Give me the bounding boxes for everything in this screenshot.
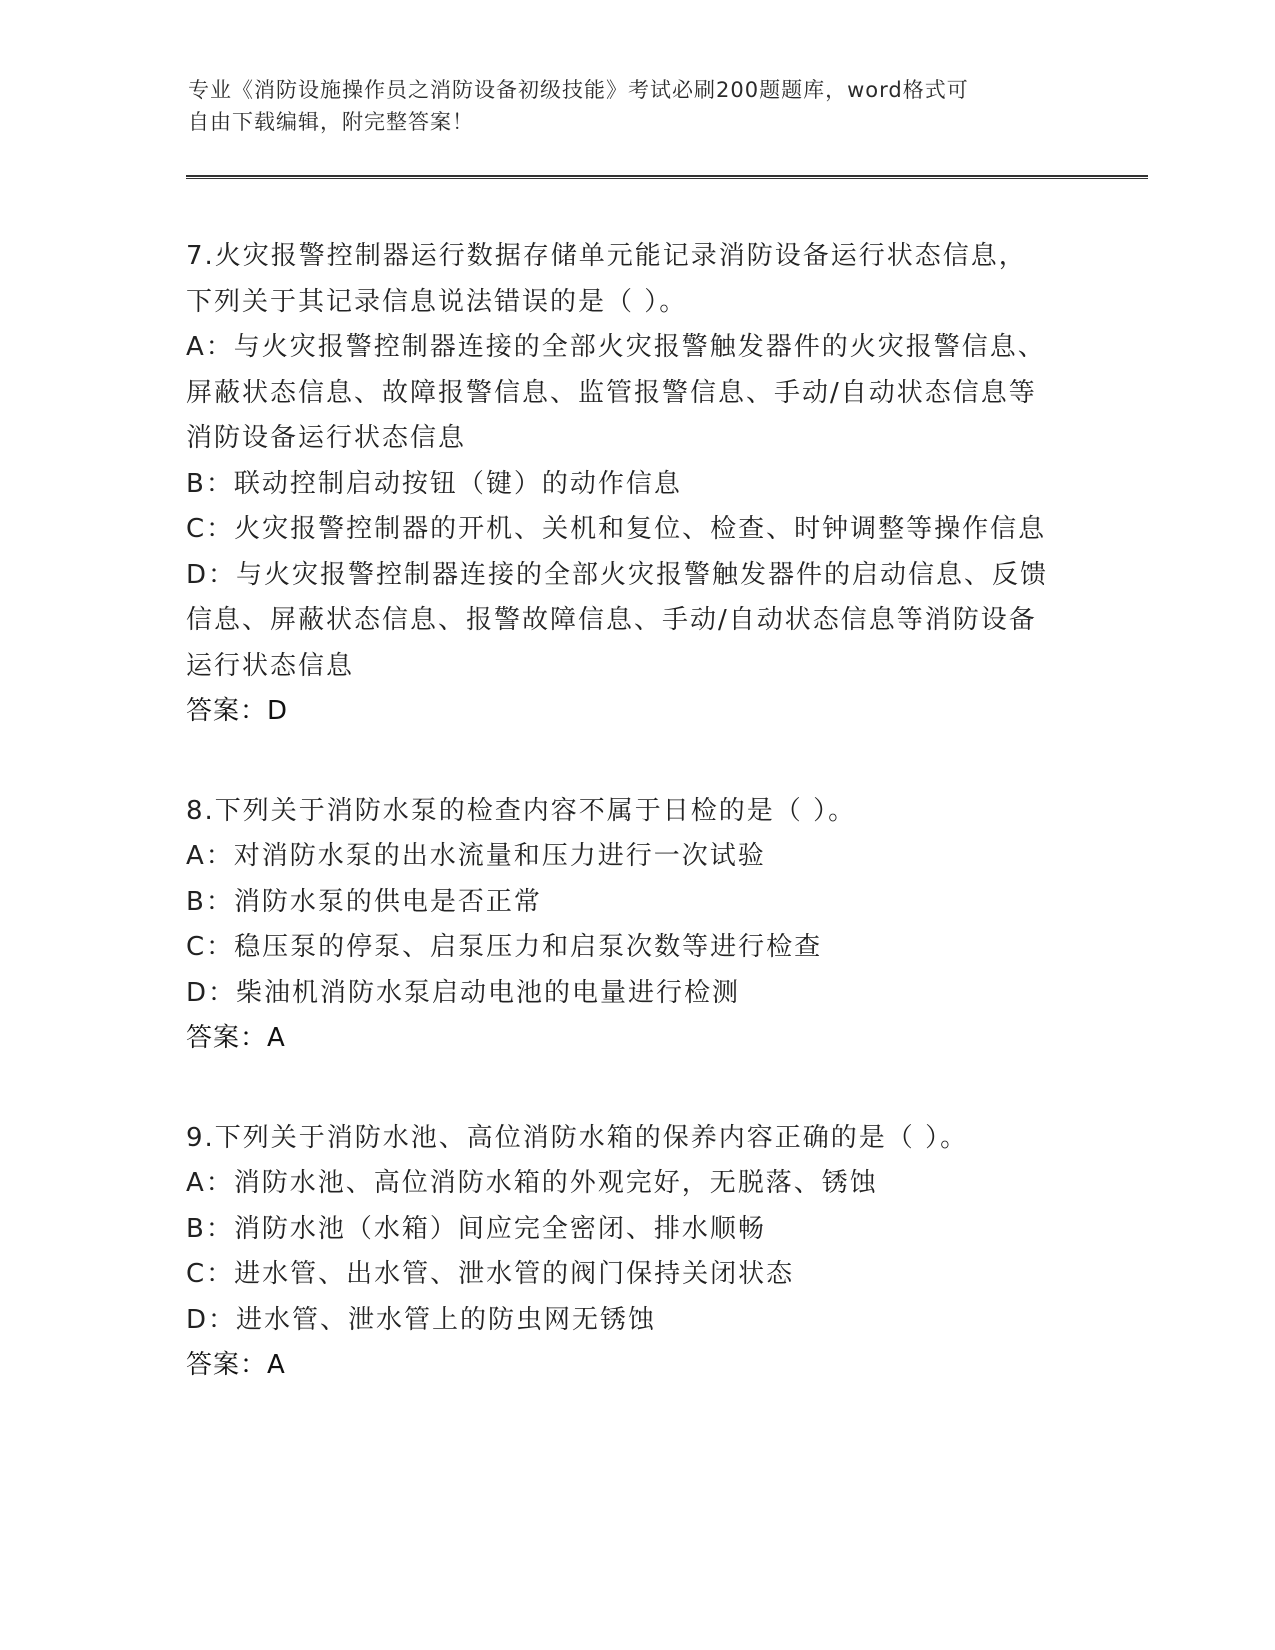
header-divider xyxy=(186,175,1148,179)
option-b-line: B：联动控制启动按钮（键）的动作信息 xyxy=(186,468,682,499)
question-9 xyxy=(186,1116,1086,1389)
question-stem-line: 9.下列关于消防水池、高位消防水箱的保养内容正确的是（ ）。 xyxy=(186,1122,969,1153)
option-d-line: D：进水管、泄水管上的防虫网无锈蚀 xyxy=(186,1304,657,1335)
option-b-line: B：消防水池（水箱）间应完全密闭、排水顺畅 xyxy=(186,1213,766,1244)
answer-value: A xyxy=(267,1023,286,1053)
question-stem-line: 8.下列关于消防水泵的检查内容不属于日检的是（ ）。 xyxy=(186,795,857,826)
option-c-line: C：稳压泵的停泵、启泵压力和启泵次数等进行检查 xyxy=(186,932,823,962)
answer-line xyxy=(186,1016,1086,1062)
question-stem-line: 下列关于其记录信息说法错误的是（ ）。 xyxy=(186,286,688,317)
option-d-line: D：与火灾报警控制器连接的全部火灾报警触发器件的启动信息、反馈 xyxy=(186,559,1049,590)
option-a-line: A：对消防水泵的出水流量和压力进行一次试验 xyxy=(186,841,766,871)
question-8 xyxy=(186,789,1086,1062)
option-c-line: C：进水管、出水管、泄水管的阀门保持关闭状态 xyxy=(186,1259,795,1289)
option-a-line: 屏蔽状态信息、故障报警信息、监管报警信息、手动/自动状态信息等 xyxy=(186,377,1037,408)
answer-label: 答案： xyxy=(186,696,268,726)
header-line-2: 自由下载编辑，附完整答案！ xyxy=(188,110,474,134)
answer-value: A xyxy=(267,1350,286,1380)
answer-line xyxy=(186,689,1086,735)
header-line-1: 专业《消防设施操作员之消防设备初级技能》考试必刷200题题库，word格式可 xyxy=(188,78,969,102)
answer-label: 答案： xyxy=(186,1350,268,1380)
question-7 xyxy=(186,234,1086,735)
answer-value: D xyxy=(267,696,289,726)
answer-label: 答案： xyxy=(186,1023,268,1053)
option-a-line: A：与火灾报警控制器连接的全部火灾报警触发器件的火灾报警信息、 xyxy=(186,332,1046,362)
option-a-line: 消防设备运行状态信息 xyxy=(186,423,467,453)
option-a-line: A：消防水池、高位消防水箱的外观完好，无脱落、锈蚀 xyxy=(186,1168,878,1198)
option-d-line: D：柴油机消防水泵启动电池的电量进行检测 xyxy=(186,977,741,1008)
document-header xyxy=(188,74,1088,138)
question-list xyxy=(186,234,1086,1443)
option-d-line: 信息、屏蔽状态信息、报警故障信息、手动/自动状态信息等消防设备 xyxy=(186,605,1037,635)
option-b-line: B：消防水泵的供电是否正常 xyxy=(186,886,542,917)
option-c-line: C：火灾报警控制器的开机、关机和复位、检查、时钟调整等操作信息 xyxy=(186,514,1047,544)
option-d-line: 运行状态信息 xyxy=(186,650,355,681)
question-stem-line: 7.火灾报警控制器运行数据存储单元能记录消防设备运行状态信息， xyxy=(186,241,1027,271)
answer-line xyxy=(186,1343,1086,1389)
